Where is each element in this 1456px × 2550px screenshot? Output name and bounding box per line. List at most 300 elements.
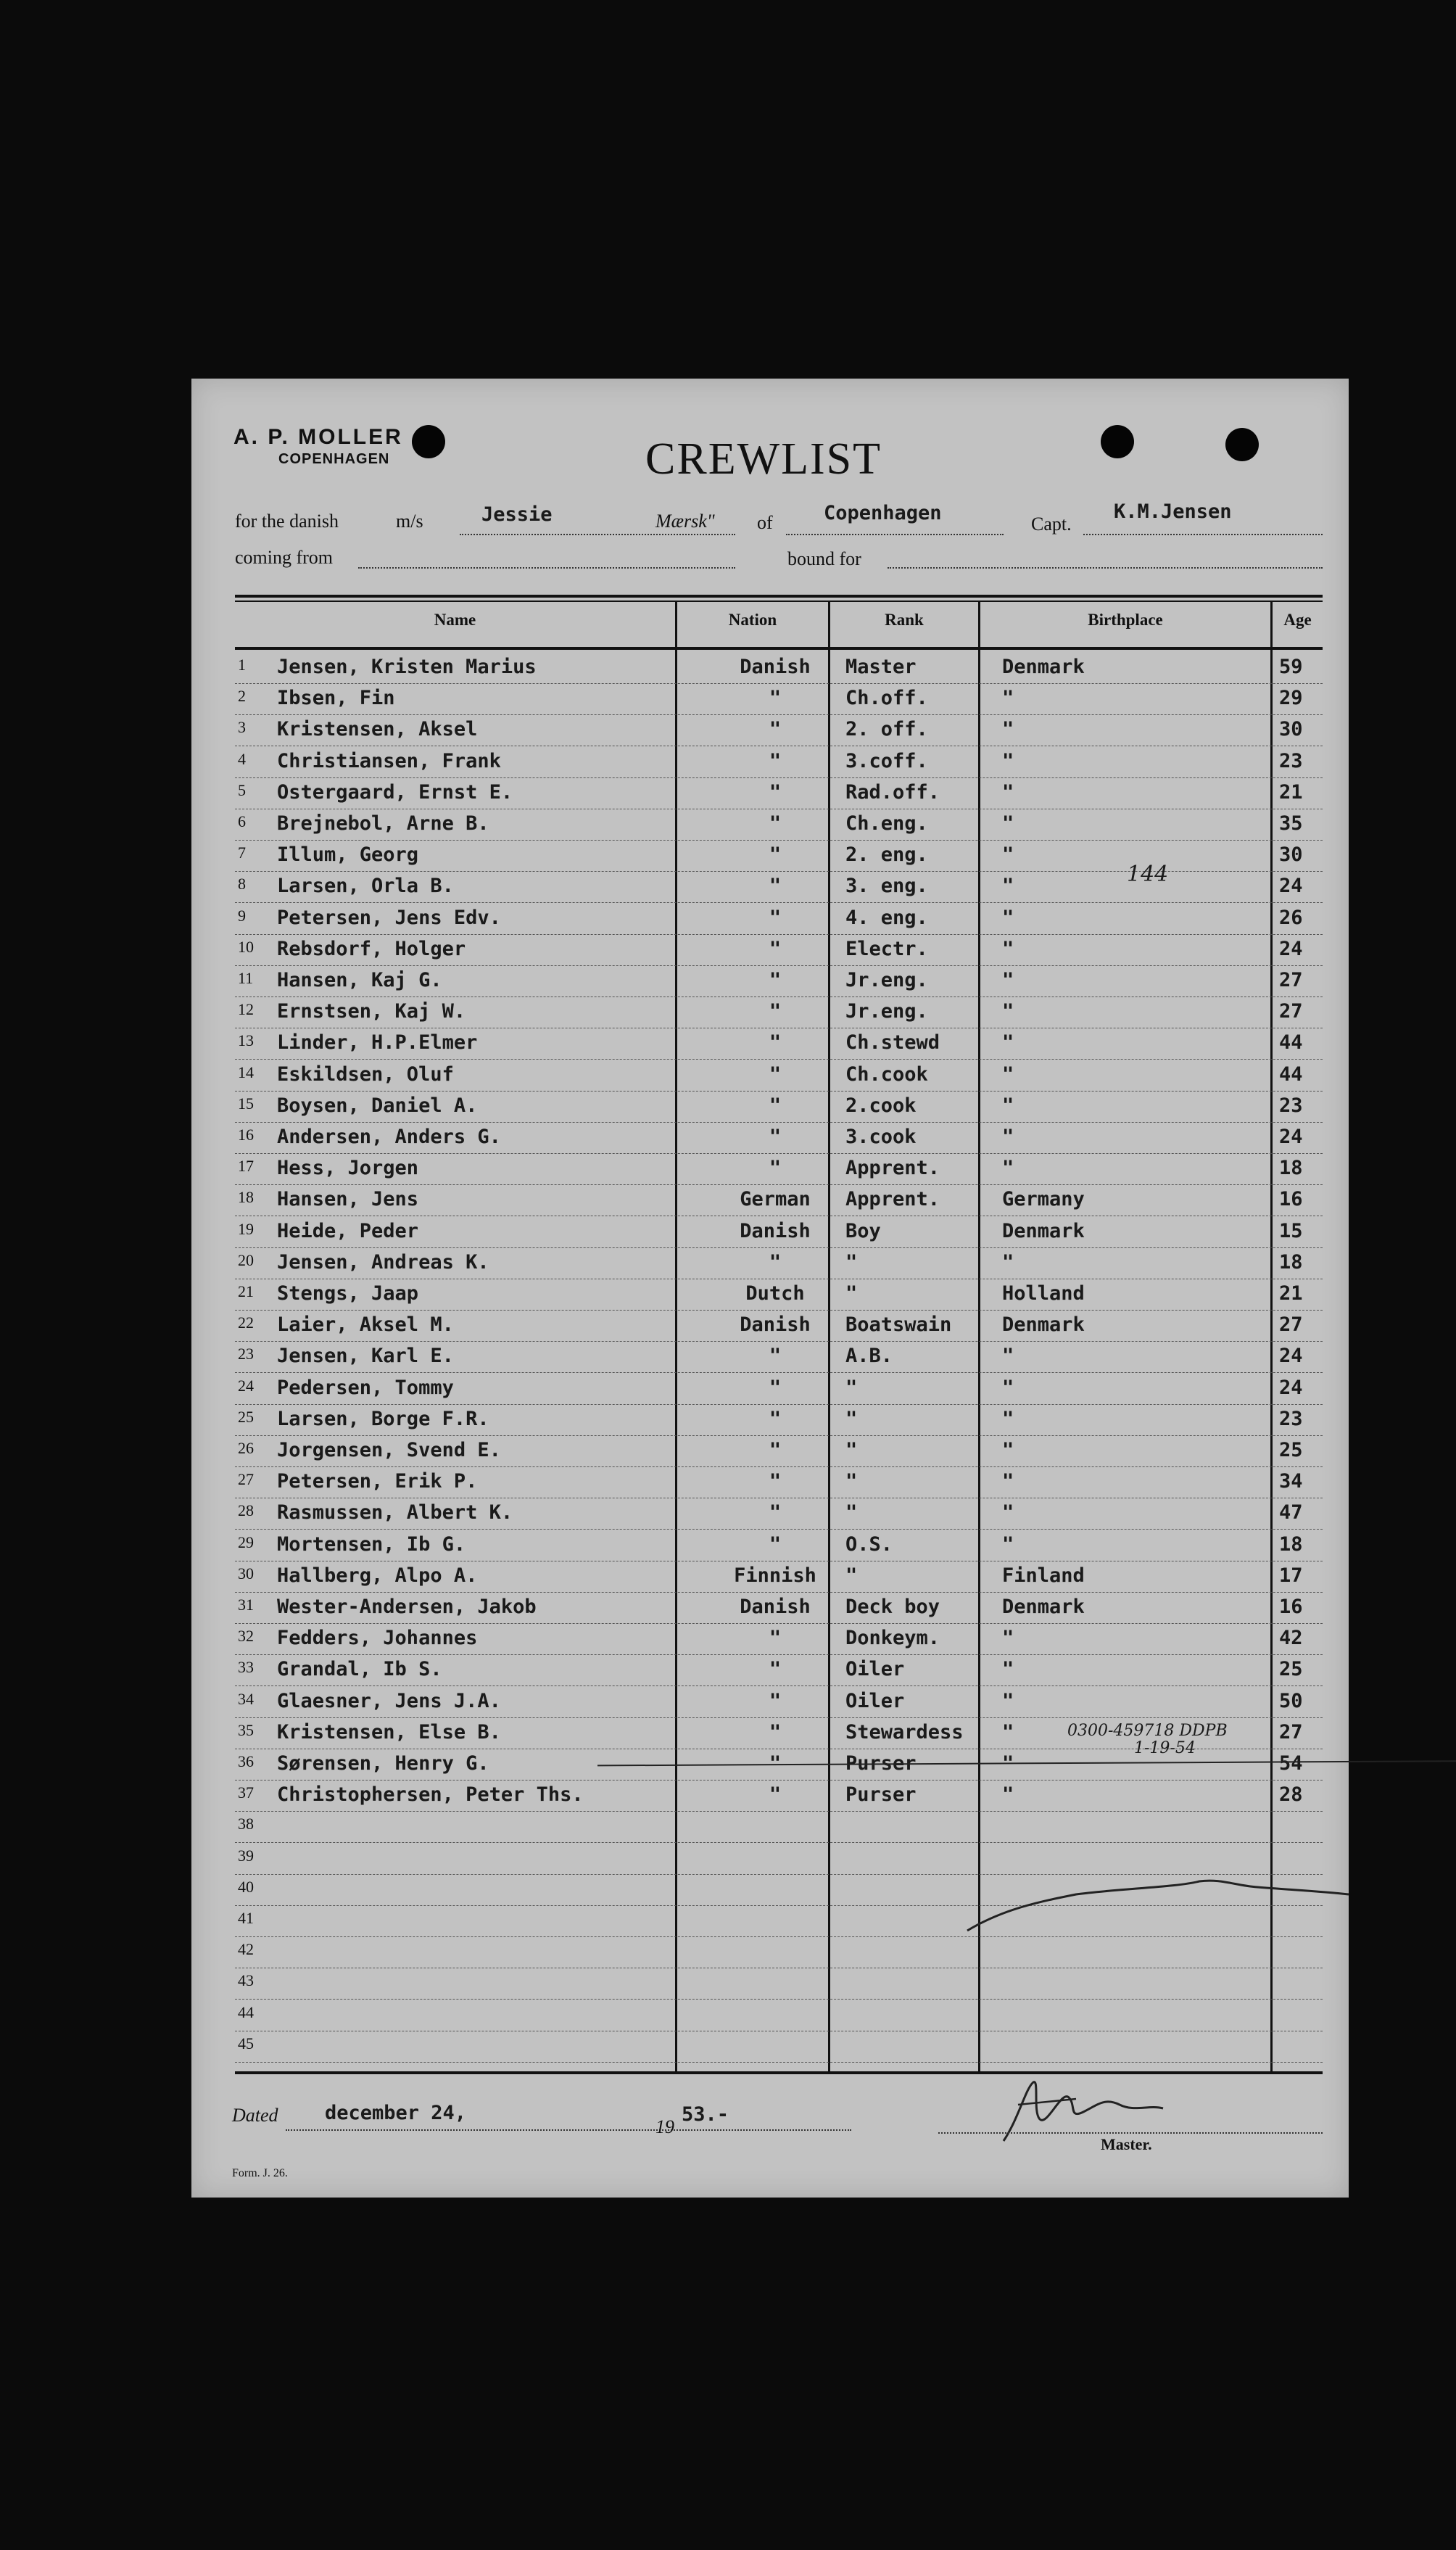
crew-birthplace: " [1002,812,1014,835]
crew-age: 59 [1279,656,1303,678]
row-number: 28 [238,1501,254,1520]
crew-nation: " [769,1031,782,1055]
crew-rank: Rad.off. [845,780,940,804]
crew-rank: 3.cook [845,1126,917,1148]
crew-age: 35 [1279,812,1303,835]
crew-nation: " [769,1470,782,1493]
crew-birthplace: " [1002,1000,1014,1023]
crew-name: Jensen, Kristen Marius [277,656,537,678]
crew-rank: Apprent. [845,1188,940,1211]
row-number: 15 [238,1094,254,1113]
row-number: 26 [238,1439,254,1457]
crew-name: Stengs, Jaap [277,1282,419,1305]
crew-nation: German [740,1188,811,1211]
row-number: 30 [238,1564,254,1583]
table-row [235,1152,1323,1185]
crew-name: Brejnebol, Arne B. [277,812,489,835]
company-name: A. P. MOLLER [233,425,403,449]
crew-nation: " [769,1783,782,1807]
crew-nation: " [769,1627,782,1650]
home-port-line [786,534,1004,535]
crew-birthplace: Finland [1002,1564,1085,1587]
document-title: CREWLIST [645,434,882,484]
crew-name: Glaesner, Jens J.A. [277,1689,501,1712]
crew-nation: " [769,1501,782,1524]
punch-hole [412,425,445,458]
crew-nation: " [769,1062,782,1086]
ship-name-part2: Mærsk" [655,511,715,532]
crew-birthplace: " [1002,1658,1014,1681]
crew-name: Linder, H.P.Elmer [277,1031,478,1055]
crew-age: 27 [1279,969,1303,991]
crew-age: 27 [1279,1720,1303,1744]
crew-rank: Ch.off. [845,687,928,710]
handwritten-number: 144 [1127,862,1169,887]
crew-birthplace: " [1002,1689,1014,1712]
table-row [235,1466,1323,1498]
signature-line [938,2132,1323,2134]
crew-rank: O.S. [845,1532,893,1556]
row-number: 10 [238,937,254,956]
crew-nation: Danish [740,1596,811,1618]
crew-age: 54 [1279,1752,1303,1775]
table-row [235,1059,1323,1092]
home-port: Copenhagen [824,502,942,524]
crew-age: 16 [1279,1596,1303,1618]
crew-birthplace: Denmark [1002,1313,1085,1337]
crew-age: 26 [1279,906,1303,929]
crew-rank: Boy [845,1219,881,1242]
column-header-name: Name [434,611,476,629]
crew-birthplace: " [1002,718,1014,741]
crew-nation: " [769,1345,782,1368]
crew-rank: 2. off. [845,718,928,741]
crew-age: 18 [1279,1250,1303,1274]
handwritten-date: 1-19-54 [1134,1739,1196,1757]
crew-name: Boysen, Daniel A. [277,1094,478,1117]
crew-name: Hansen, Jens [277,1188,419,1211]
table-row [235,1779,1323,1812]
row-number: 7 [238,843,246,862]
column-header-nation: Nation [728,611,777,629]
crew-nation: Danish [740,1219,811,1242]
row-number: 37 [238,1783,254,1802]
row-number: 43 [238,1971,254,1990]
table-row [235,1999,1323,2031]
crew-rank: 4. eng. [845,906,928,929]
crew-name: Jensen, Karl E. [277,1345,454,1368]
crew-rank: Deck boy [845,1596,940,1618]
crew-name: Larsen, Orla B. [277,875,454,898]
crew-name: Rebsdorf, Holger [277,937,466,960]
crew-nation: " [769,1126,782,1148]
crew-age: 30 [1279,843,1303,867]
crew-rank: Ch.stewd [845,1031,940,1055]
row-number: 25 [238,1407,254,1426]
crew-birthplace: " [1002,1250,1014,1274]
crew-age: 24 [1279,937,1303,960]
crew-name: Jorgensen, Svend E. [277,1439,501,1461]
row-number: 38 [238,1815,254,1833]
row-number: 6 [238,812,246,830]
row-number: 8 [238,875,246,894]
table-row [235,1497,1323,1530]
crew-name: Illum, Georg [277,843,419,867]
bound-for-label: bound for [787,548,861,569]
crew-age: 23 [1279,1407,1303,1430]
table-bottom-rule [235,2071,1323,2074]
crew-nation: " [769,937,782,960]
row-number: 42 [238,1940,254,1959]
crew-name: Mortensen, Ib G. [277,1532,466,1556]
company-city: COPENHAGEN [278,451,390,467]
row-number: 13 [238,1031,254,1050]
crew-name: Heide, Peder [277,1219,419,1242]
table-row [235,1309,1323,1342]
header-rule [235,647,1323,650]
crew-rank: " [845,1407,858,1430]
table-row [235,1529,1323,1561]
row-number: 3 [238,718,246,737]
master-label: Master. [1101,2135,1152,2153]
crew-nation: " [769,1407,782,1430]
row-number: 39 [238,1846,254,1865]
crew-rank: " [845,1470,858,1493]
row-number: 36 [238,1752,254,1770]
row-number: 24 [238,1376,254,1395]
table-row [235,651,1323,684]
crew-birthplace: " [1002,1783,1014,1807]
crew-nation: " [769,1532,782,1556]
crew-name: Kristensen, Aksel [277,718,478,741]
crew-age: 47 [1279,1501,1303,1524]
coming-from-label: coming from [235,547,334,568]
ms-label: m/s [396,511,423,532]
crew-nation: " [769,1689,782,1712]
crew-age: 24 [1279,1345,1303,1368]
crew-birthplace: " [1002,1126,1014,1148]
crew-name: Jensen, Andreas K. [277,1250,489,1274]
row-number: 21 [238,1282,254,1300]
row-number: 23 [238,1345,254,1363]
crew-nation: " [769,718,782,741]
crew-name: Petersen, Erik P. [277,1470,478,1493]
crew-birthplace: " [1002,1720,1014,1744]
handwritten-document-number: 0300-459718 DDPB [1067,1722,1228,1740]
crew-birthplace: " [1002,875,1014,898]
crew-age: 24 [1279,1126,1303,1148]
ship-name-line [460,534,735,535]
table-row [235,1967,1323,2000]
crew-nation: " [769,780,782,804]
row-number: 11 [238,969,254,987]
crew-rank: Jr.eng. [845,1000,928,1023]
crew-name: Petersen, Jens Edv. [277,906,501,929]
crew-nation: " [769,1439,782,1461]
table-row [235,1560,1323,1593]
crew-rank: Apprent. [845,1157,940,1180]
table-row [235,902,1323,935]
row-number: 34 [238,1689,254,1708]
punch-hole [1225,428,1259,461]
crew-name: Laier, Aksel M. [277,1313,454,1337]
crew-age: 23 [1279,749,1303,772]
crew-name: Ostergaard, Ernst E. [277,780,513,804]
crew-name: Grandal, Ib S. [277,1658,442,1681]
crew-birthplace: Germany [1002,1188,1085,1211]
crew-nation: " [769,906,782,929]
row-number: 9 [238,906,246,925]
crew-rank: Oiler [845,1658,905,1681]
crew-birthplace: " [1002,969,1014,991]
crew-nation: " [769,1376,782,1399]
table-row [235,1842,1323,1875]
crew-name: Wester-Andersen, Jakob [277,1596,537,1618]
crew-age: 23 [1279,1094,1303,1117]
crew-nation: " [769,1000,782,1023]
row-number: 40 [238,1877,254,1896]
handwritten-stroke [960,1873,1349,1938]
row-number: 14 [238,1062,254,1081]
form-number: Form. J. 26. [232,2167,288,2179]
crew-rank: Oiler [845,1689,905,1712]
dated-label: Dated [232,2105,278,2126]
table-row [235,808,1323,841]
row-number: 12 [238,1000,254,1019]
table-row [235,682,1323,715]
crew-nation: " [769,1250,782,1274]
crew-age: 25 [1279,1658,1303,1681]
row-number: 16 [238,1126,254,1144]
table-row [235,1435,1323,1467]
row-number: 29 [238,1532,254,1551]
crew-nation: " [769,749,782,772]
crew-age: 21 [1279,1282,1303,1305]
crew-rank: Stewardess [845,1720,964,1744]
crew-name: Christiansen, Frank [277,749,501,772]
row-number: 2 [238,687,246,706]
row-number: 17 [238,1157,254,1176]
crew-rank: " [845,1282,858,1305]
crew-name: Hansen, Kaj G. [277,969,442,991]
table-row [235,1090,1323,1123]
crew-age: 24 [1279,875,1303,898]
table-row [235,1622,1323,1655]
table-row [235,777,1323,809]
row-number: 35 [238,1720,254,1739]
table-row [235,1278,1323,1311]
crew-nation: Danish [740,656,811,678]
column-header-age: Age [1283,611,1312,629]
crew-birthplace: " [1002,1627,1014,1650]
captain-name: K.M.Jensen [1114,500,1232,523]
crew-rank: " [845,1439,858,1461]
year-prefix: 19 [655,2116,674,2137]
date-value: december 24, [325,2102,467,2124]
crew-age: 27 [1279,1000,1303,1023]
crew-rank: " [845,1501,858,1524]
crew-rank: Purser [845,1783,917,1807]
crew-birthplace: " [1002,1376,1014,1399]
crew-rank: Donkeym. [845,1627,940,1650]
crew-birthplace: Denmark [1002,656,1085,678]
ship-name-part1: Jessie [481,503,553,526]
crew-age: 17 [1279,1564,1303,1587]
crew-rank: Ch.cook [845,1062,928,1086]
crew-birthplace: " [1002,937,1014,960]
crew-birthplace: " [1002,1345,1014,1368]
for-the-danish-label: for the danish [235,511,339,532]
crew-age: 42 [1279,1627,1303,1650]
table-top-rule [235,595,1323,598]
crew-age: 30 [1279,718,1303,741]
date-line [286,2129,851,2131]
crew-nation: " [769,1157,782,1180]
row-number: 27 [238,1470,254,1489]
crew-rank: Ch.eng. [845,812,928,835]
crew-rank: Boatswain [845,1313,952,1337]
table-row [235,1685,1323,1718]
crew-birthplace: " [1002,749,1014,772]
coming-from-line [358,567,735,569]
crew-birthplace: " [1002,1157,1014,1180]
crew-birthplace: Denmark [1002,1596,1085,1618]
row-number: 18 [238,1188,254,1207]
crew-name: Ibsen, Fin [277,687,395,710]
crew-age: 27 [1279,1313,1303,1337]
crew-rank: 2.cook [845,1094,917,1117]
table-row [235,1591,1323,1624]
crew-age: 16 [1279,1188,1303,1211]
crew-birthplace: Holland [1002,1282,1085,1305]
table-row [235,1403,1323,1436]
table-top-rule [235,601,1323,602]
crew-birthplace: " [1002,1470,1014,1493]
row-number: 5 [238,780,246,799]
crew-nation: " [769,687,782,710]
row-number: 45 [238,2034,254,2052]
crew-age: 18 [1279,1532,1303,1556]
crew-rank: Electr. [845,937,928,960]
crew-rank: " [845,1376,858,1399]
crew-nation: " [769,812,782,835]
row-number: 22 [238,1313,254,1332]
table-row [235,714,1323,746]
crew-name: Larsen, Borge F.R. [277,1407,489,1430]
crew-birthplace: " [1002,1062,1014,1086]
row-number: 32 [238,1627,254,1646]
table-row [235,1184,1323,1216]
crew-birthplace: " [1002,1031,1014,1055]
crew-rank: 3. eng. [845,875,928,898]
crew-nation: Finnish [734,1564,816,1587]
row-number: 41 [238,1909,254,1927]
crew-age: 44 [1279,1031,1303,1055]
crew-nation: " [769,1094,782,1117]
crew-rank: " [845,1250,858,1274]
crew-age: 44 [1279,1062,1303,1086]
table-row [235,933,1323,966]
captain-line [1083,534,1323,535]
crewlist-document [191,379,1349,2198]
row-number: 44 [238,2002,254,2021]
crew-birthplace: " [1002,1094,1014,1117]
crew-birthplace: " [1002,1501,1014,1524]
crew-age: 21 [1279,780,1303,804]
table-row [235,1654,1323,1686]
table-row [235,1340,1323,1373]
crew-rank: 2. eng. [845,843,928,867]
table-row [235,996,1323,1028]
crew-age: 34 [1279,1470,1303,1493]
table-row [235,1247,1323,1279]
crew-nation: " [769,843,782,867]
crew-rank: A.B. [845,1345,893,1368]
crew-nation: " [769,1720,782,1744]
crew-name: Ernstsen, Kaj W. [277,1000,466,1023]
crew-birthplace: " [1002,687,1014,710]
year-suffix: 53.- [682,2103,729,2126]
crew-birthplace: " [1002,1439,1014,1461]
punch-hole [1101,425,1134,458]
bound-for-line [888,567,1323,569]
crew-age: 18 [1279,1157,1303,1180]
row-number: 4 [238,749,246,768]
row-number: 31 [238,1596,254,1614]
table-row [235,1216,1323,1248]
column-header-rank: Rank [885,611,924,629]
crew-birthplace: " [1002,843,1014,867]
crew-name: Hess, Jorgen [277,1157,419,1180]
crew-nation: Danish [740,1313,811,1337]
table-row [235,2030,1323,2063]
table-row [235,965,1323,997]
crew-birthplace: Denmark [1002,1219,1085,1242]
crew-nation: Dutch [745,1282,805,1305]
crew-age: 28 [1279,1783,1303,1807]
crew-name: Eskildsen, Oluf [277,1062,454,1086]
crew-nation: " [769,1658,782,1681]
crew-name: Hallberg, Alpo A. [277,1564,478,1587]
crew-name: Christophersen, Peter Ths. [277,1783,584,1807]
crew-name: Fedders, Johannes [277,1627,478,1650]
table-row [235,1936,1323,1968]
crew-birthplace: " [1002,1407,1014,1430]
table-row [235,1121,1323,1154]
crew-name: Rasmussen, Albert K. [277,1501,513,1524]
table-row [235,1372,1323,1405]
crew-age: 15 [1279,1219,1303,1242]
row-number: 20 [238,1250,254,1269]
crew-name: Sørensen, Henry G. [277,1752,489,1775]
crew-age: 29 [1279,687,1303,710]
crew-name: Pedersen, Tommy [277,1376,454,1399]
crew-rank: Master [845,656,917,678]
crew-rank: Jr.eng. [845,969,928,991]
table-row [235,1810,1323,1843]
table-row [235,746,1323,778]
crew-nation: " [769,875,782,898]
crew-name: Andersen, Anders G. [277,1126,501,1148]
of-label: of [757,512,773,533]
crew-age: 25 [1279,1439,1303,1461]
table-row [235,1027,1323,1060]
crew-rank: 3.coff. [845,749,928,772]
column-header-birthplace: Birthplace [1088,611,1163,629]
crew-birthplace: " [1002,1532,1014,1556]
crew-rank: " [845,1564,858,1587]
crew-birthplace: " [1002,780,1014,804]
